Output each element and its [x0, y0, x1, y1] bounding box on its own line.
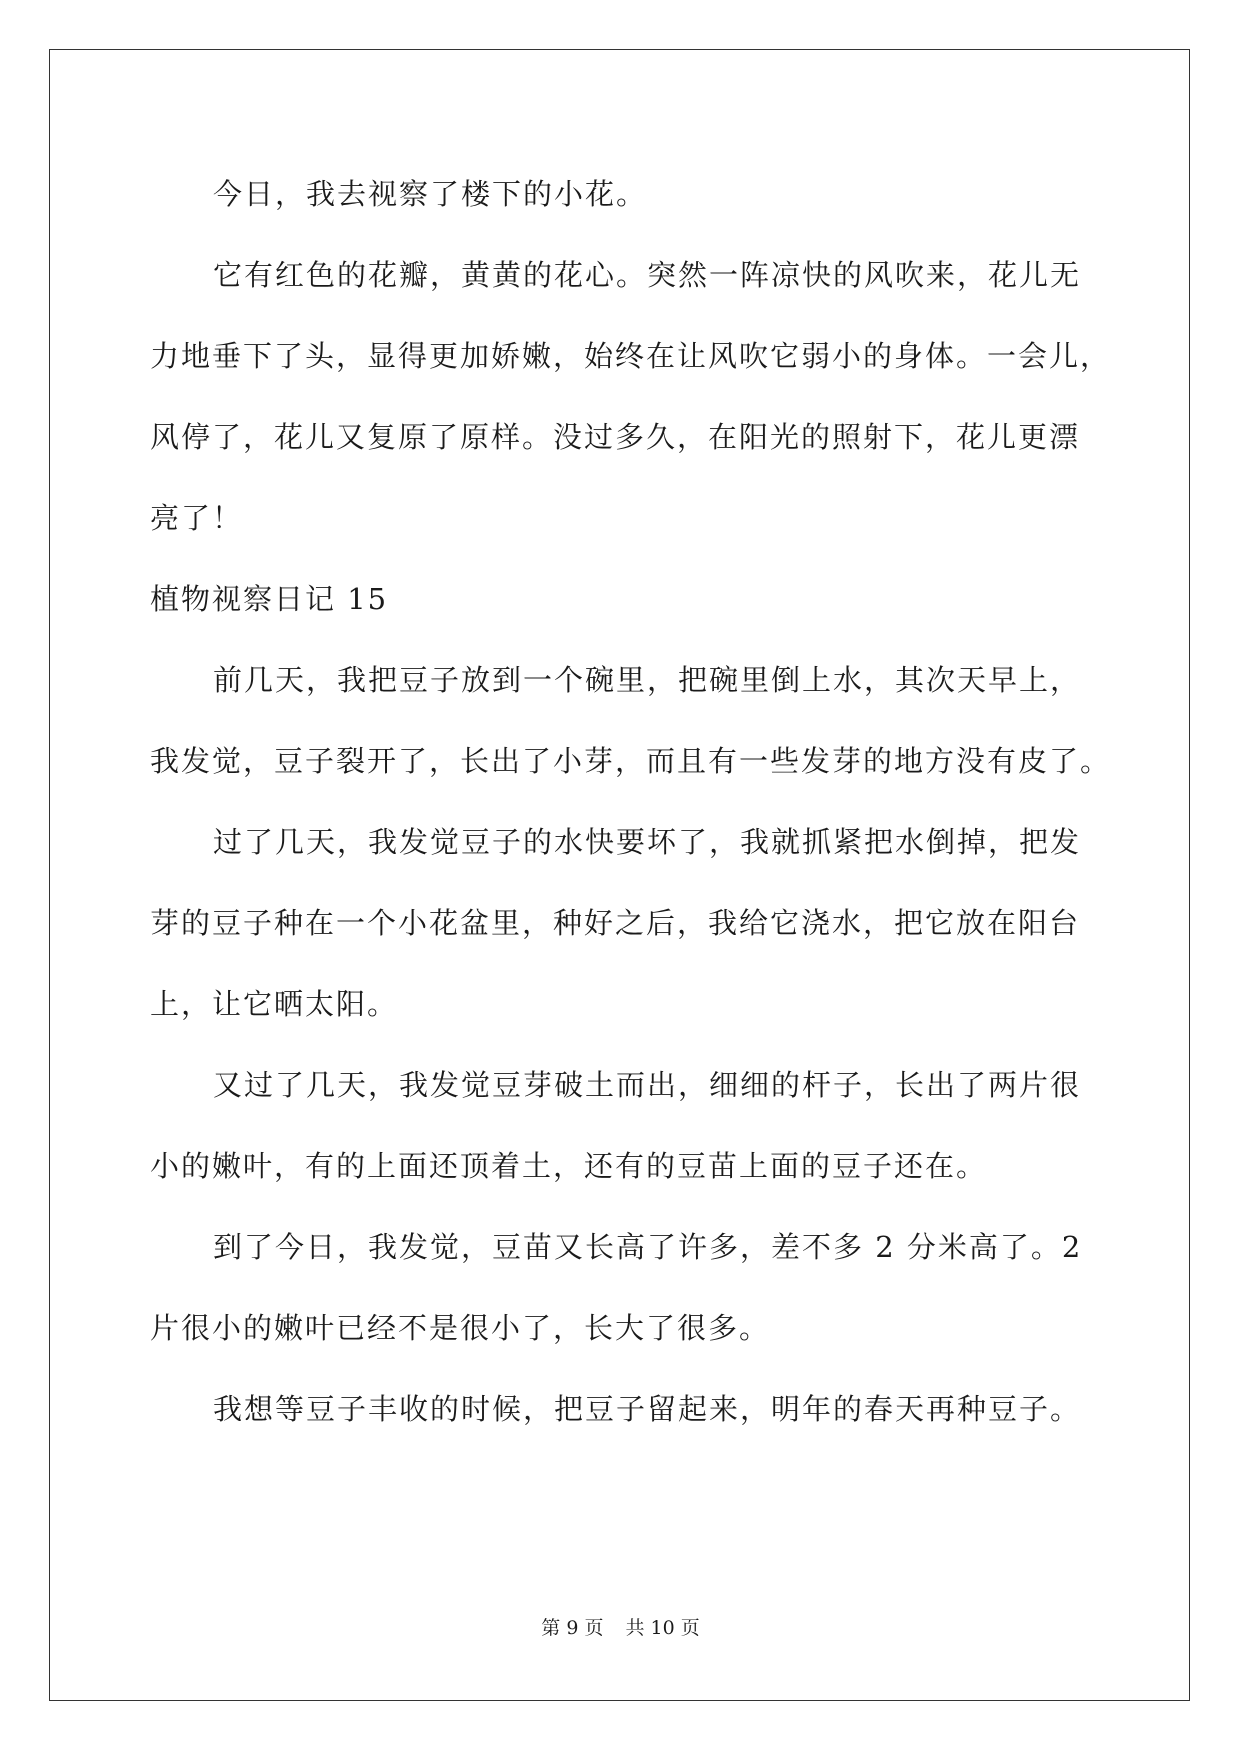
paragraph-line: 今日，我去视察了楼下的小花。	[213, 177, 648, 211]
paragraph-line: 我发觉，豆子裂开了，长出了小芽，而且有一些发芽的地方没有皮了。	[150, 744, 1112, 778]
section-heading: 植物视察日记 15	[150, 582, 389, 616]
paragraph-line: 到了今日，我发觉，豆苗又长高了许多，差不多 2 分米高了。2	[213, 1230, 1083, 1264]
paragraph-line: 亮了！	[150, 501, 244, 535]
paragraph-line: 前几天，我把豆子放到一个碗里，把碗里倒上水，其次天早上，	[213, 663, 1082, 697]
page-total: 共 10 页	[625, 1617, 700, 1639]
paragraph-line: 过了几天，我发觉豆子的水快要坏了，我就抓紧把水倒掉，把发	[213, 825, 1082, 859]
paragraph-line: 片很小的嫩叶已经不是很小了，长大了很多。	[150, 1311, 771, 1345]
paragraph-line: 力地垂下了头，显得更加娇嫩，始终在让风吹它弱小的身体。一会儿，	[150, 339, 1112, 373]
paragraph-line: 芽的豆子种在一个小花盆里，种好之后，我给它浇水，把它放在阳台	[150, 906, 1081, 940]
paragraph-line: 上，让它晒太阳。	[150, 987, 399, 1021]
paragraph-line: 它有红色的花瓣，黄黄的花心。突然一阵凉快的风吹来，花儿无	[213, 258, 1082, 292]
page-number: 第 9 页	[541, 1617, 604, 1639]
paragraph-line: 风停了，花儿又复原了原样。没过多久，在阳光的照射下，花儿更漂	[150, 420, 1081, 454]
page-footer	[0, 1616, 1241, 1640]
paragraph-line: 又过了几天，我发觉豆芽破土而出，细细的杆子，长出了两片很	[213, 1068, 1082, 1102]
paragraph-line: 我想等豆子丰收的时候，把豆子留起来，明年的春天再种豆子。	[213, 1392, 1082, 1426]
page-border	[49, 49, 1190, 1701]
paragraph-line: 小的嫩叶，有的上面还顶着土，还有的豆苗上面的豆子还在。	[150, 1149, 988, 1183]
